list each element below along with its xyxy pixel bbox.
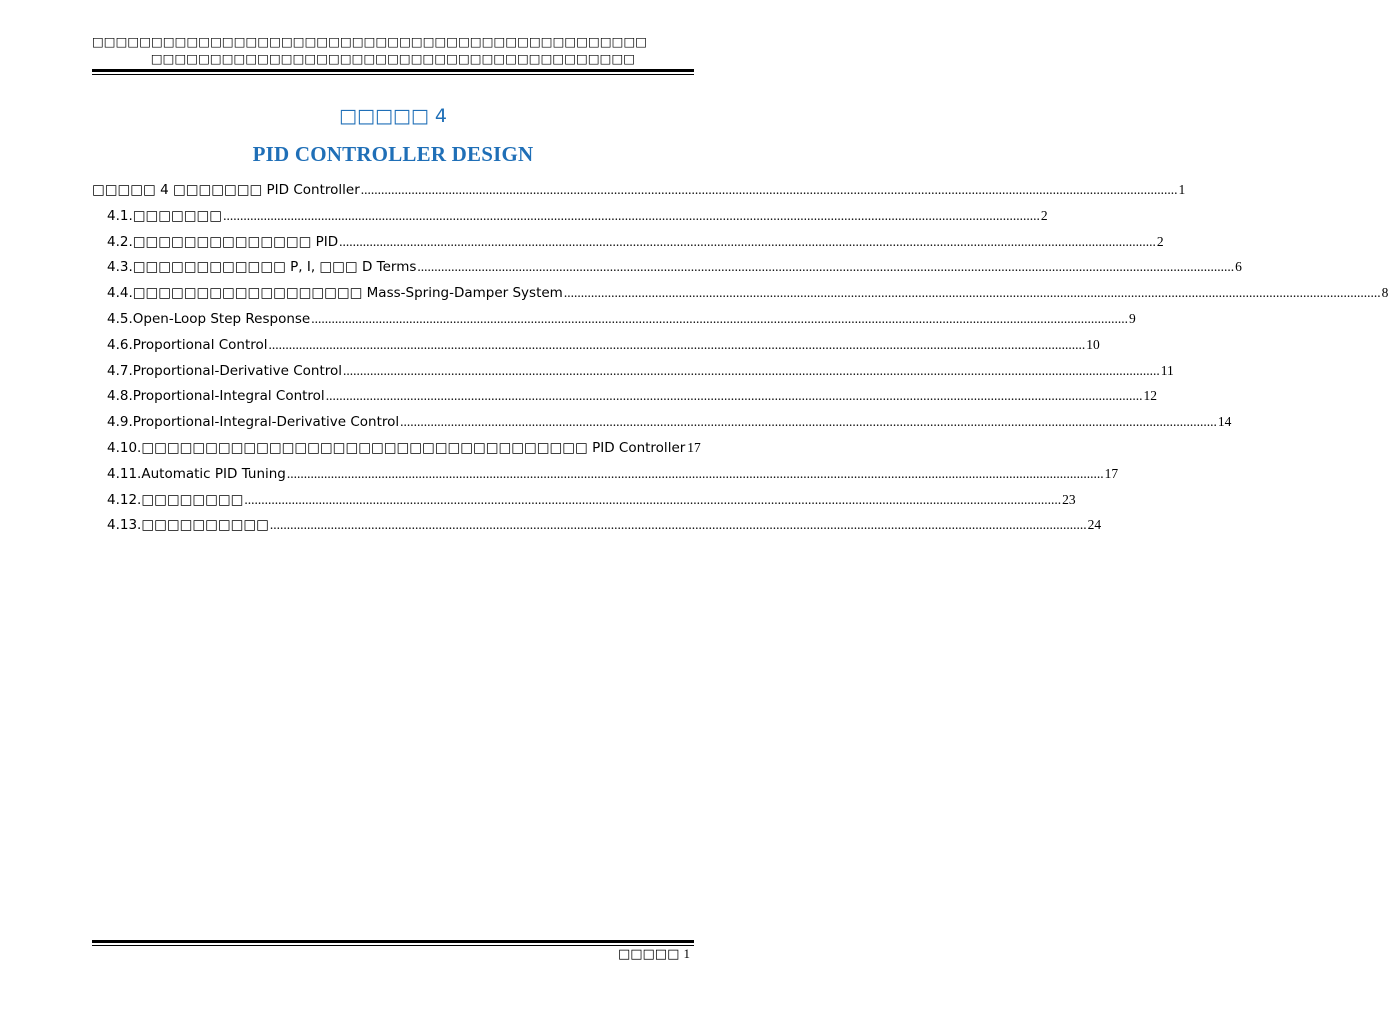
toc-entry[interactable]: [92, 362, 1174, 389]
toc-entry-page: 14: [1217, 414, 1232, 430]
toc-entry[interactable]: [92, 182, 1186, 208]
toc-entry-title: □□□□□□□□□□□□ P, I, □□□ D Terms: [132, 259, 417, 276]
toc-entry-page: 11: [1160, 362, 1174, 378]
toc-entry[interactable]: [92, 310, 1136, 337]
toc-leader-dots: [244, 492, 1061, 508]
toc-entry[interactable]: [92, 388, 1157, 414]
toc-entry-page: 17: [1104, 465, 1119, 481]
toc-entry-page: 2: [1156, 233, 1164, 249]
toc-entry-number: 4.9.: [107, 414, 133, 431]
toc-leader-dots: [564, 285, 1381, 301]
toc-entry-number: 4.2.: [107, 233, 133, 250]
toc-leader-dots: [361, 182, 1178, 198]
header-line-1: □□□□□□□□□□□□□□□□□□□□□□□□□□□□□□□□□□□□□□□□□□□□□□□: [92, 34, 648, 49]
toc-entry-title: □□□□□□□□: [141, 491, 244, 508]
table-of-contents: [92, 182, 1388, 543]
toc-entry-page: 24: [1087, 517, 1102, 533]
toc-leader-dots: [417, 259, 1234, 275]
toc-entry[interactable]: [92, 439, 701, 466]
toc-entry-number: 4.7.: [107, 362, 133, 379]
toc-entry-number: 4.8.: [107, 388, 133, 405]
chapter-label: □□□□□ 4: [339, 105, 447, 127]
toc-entry[interactable]: [92, 465, 1119, 492]
toc-entry-number: 4.12.: [107, 491, 142, 508]
toc-entry-page: 9: [1128, 310, 1136, 326]
toc-entry-title: □□□□□□□□□□: [141, 517, 269, 534]
toc-leader-dots: [287, 466, 1104, 482]
footer-label: □□□□□: [617, 947, 680, 962]
header-line-2: □□□□□□□□□□□□□□□□□□□□□□□□□□□□□□□□□□□□□□□□□: [150, 51, 636, 66]
toc-entry[interactable]: [92, 207, 1048, 234]
toc-leader-dots: [270, 517, 1087, 533]
chapter-title: PID CONTROLLER DESIGN: [252, 142, 534, 166]
toc-entry-number: 4.4.: [107, 285, 133, 302]
toc-entry-title: Proportional-Derivative Control: [132, 362, 343, 379]
toc-leader-dots: [326, 388, 1143, 404]
toc-entry-title: □□□□□□□□□□□□□□□□□□ Mass-Spring-Damper System: [132, 285, 563, 302]
toc-entry-number: 4.1.: [107, 207, 133, 224]
toc-entry-number: 4.10.: [107, 439, 142, 456]
toc-entry-title: Automatic PID Tuning: [141, 465, 286, 482]
toc-entry-page: 8: [1381, 285, 1388, 301]
toc-entry-number: 4.3.: [107, 259, 133, 276]
toc-entry-title: □□□□□ 4 □□□□□□□ PID Controller: [92, 182, 360, 198]
header-divider: [92, 69, 694, 75]
toc-entry-title: Proportional-Integral Control: [132, 388, 325, 405]
toc-entry[interactable]: [92, 414, 1232, 440]
toc-entry-title: Proportional Control: [132, 336, 268, 353]
toc-entry-number: 4.11.: [107, 465, 142, 482]
toc-leader-dots: [223, 208, 1040, 224]
toc-entry-number: 4.6.: [107, 336, 133, 353]
toc-entry-page: 6: [1235, 259, 1242, 275]
toc-leader-dots: [343, 363, 1160, 379]
toc-entry[interactable]: [92, 517, 1102, 543]
toc-leader-dots: [339, 234, 1156, 250]
toc-entry[interactable]: [92, 233, 1164, 260]
toc-entry-number: 4.13.: [107, 517, 142, 534]
toc-entry-number: 4.5.: [107, 310, 133, 327]
toc-leader-dots: [269, 337, 1086, 353]
footer-divider: [92, 940, 694, 946]
toc-entry[interactable]: [92, 491, 1076, 518]
toc-entry[interactable]: [92, 259, 1242, 285]
toc-leader-dots: [400, 414, 1217, 430]
toc-entry-page: 10: [1086, 336, 1100, 352]
toc-leader-dots: [311, 311, 1128, 327]
toc-entry-page: 12: [1143, 388, 1157, 404]
toc-entry[interactable]: [92, 336, 1100, 363]
chapter-heading: [92, 102, 694, 168]
toc-entry-page: 1: [1178, 182, 1186, 197]
page-footer: [618, 946, 690, 962]
toc-entry-title: □□□□□□□: [132, 207, 223, 224]
toc-entry[interactable]: [92, 285, 1388, 311]
toc-entry-page: 23: [1062, 491, 1076, 507]
toc-entry-page: 17: [687, 439, 701, 455]
footer-page-number: 1: [683, 946, 690, 961]
toc-entry-title: Open-Loop Step Response: [132, 310, 311, 327]
toc-entry-title: □□□□□□□□□□□□□□□□□□□□□□□□□□□□□□□□□□□ PID Controller: [141, 439, 686, 456]
running-header: [92, 33, 694, 67]
toc-entry-page: 2: [1040, 207, 1048, 223]
toc-entry-title: Proportional-Integral-Derivative Control: [132, 414, 400, 431]
toc-entry-title: □□□□□□□□□□□□□□ PID: [132, 233, 339, 250]
